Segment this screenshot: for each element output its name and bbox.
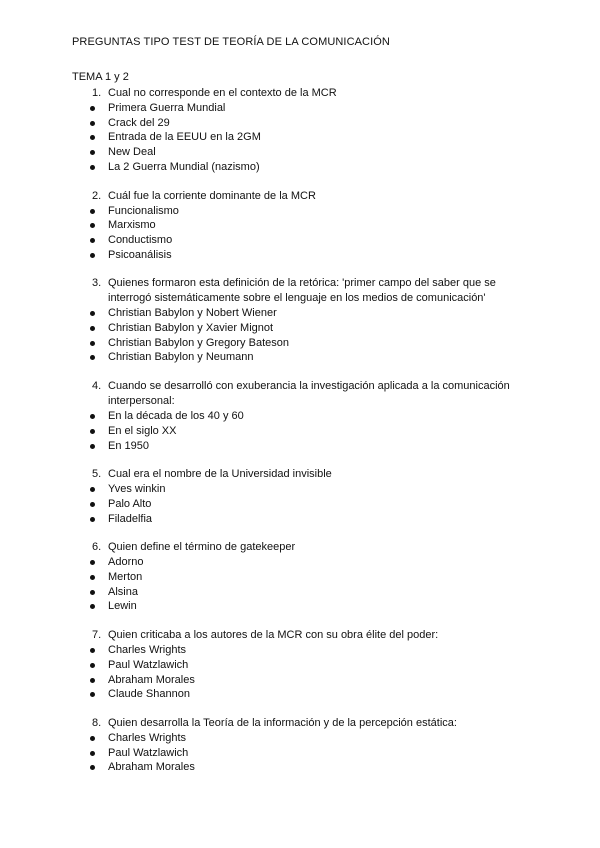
- option-text: Palo Alto: [108, 497, 152, 510]
- question-item: [0, 189, 600, 263]
- option-list: [0, 409, 600, 453]
- bullet-dot-icon: [90, 487, 95, 492]
- option-text: Conductismo: [108, 233, 173, 246]
- option-item: [0, 687, 600, 702]
- option-text: En el siglo XX: [108, 424, 177, 437]
- bullet-dot-icon: [90, 106, 95, 111]
- option-item: [0, 160, 600, 175]
- bullet-icon: [0, 512, 108, 527]
- bullet-icon: [0, 439, 108, 454]
- bullet-icon: [0, 130, 108, 145]
- bullet-icon: [0, 248, 108, 263]
- bullet-dot-icon: [90, 429, 95, 434]
- option-text: Charles Wrights: [108, 644, 187, 657]
- question-text: Quien define el término de gatekeeper: [108, 541, 296, 554]
- bullet-icon: [0, 306, 108, 321]
- question-line: [0, 540, 600, 555]
- option-item: [0, 350, 600, 365]
- option-text: Lewin: [108, 600, 137, 613]
- question-line: [0, 86, 600, 101]
- question-text: Quien desarrolla la Teoría de la información y de la percepción estática:: [108, 716, 457, 729]
- bullet-icon: [0, 497, 108, 512]
- bullet-dot-icon: [90, 209, 95, 214]
- question-number: 8.: [92, 716, 102, 729]
- question-item: [0, 379, 600, 453]
- option-text: Paul Watzlawich: [108, 746, 189, 759]
- option-item: [0, 746, 600, 761]
- option-item: [0, 760, 600, 775]
- option-text: Psicoanálisis: [108, 248, 172, 261]
- question-line: [0, 716, 600, 731]
- bullet-dot-icon: [90, 751, 95, 756]
- question-number-cell: [0, 276, 108, 306]
- question-text: Cuál fue la corriente dominante de la MCR: [108, 189, 316, 202]
- question-line: [0, 276, 600, 306]
- bullet-dot-icon: [90, 590, 95, 595]
- bullet-icon: [0, 643, 108, 658]
- option-list: [0, 101, 600, 175]
- option-item: [0, 585, 600, 600]
- option-text: Paul Watzlawich: [108, 658, 189, 671]
- option-item: [0, 306, 600, 321]
- option-item: [0, 497, 600, 512]
- question-number-cell: [0, 189, 108, 204]
- bullet-dot-icon: [90, 502, 95, 507]
- bullet-icon: [0, 145, 108, 160]
- bullet-dot-icon: [90, 150, 95, 155]
- bullet-icon: [0, 321, 108, 336]
- bullet-icon: [0, 731, 108, 746]
- option-item: [0, 101, 600, 116]
- question-number: 3.: [92, 277, 102, 290]
- option-item: [0, 409, 600, 424]
- option-item: [0, 482, 600, 497]
- bullet-icon: [0, 585, 108, 600]
- option-text: Crack del 29: [108, 116, 170, 129]
- bullet-icon: [0, 555, 108, 570]
- bullet-dot-icon: [90, 311, 95, 316]
- option-item: [0, 248, 600, 263]
- bullet-icon: [0, 409, 108, 424]
- option-text: Christian Babylon y Nobert Wiener: [108, 307, 277, 320]
- bullet-icon: [0, 204, 108, 219]
- question-number: 4.: [92, 380, 102, 393]
- question-number-cell: [0, 716, 108, 731]
- option-item: [0, 204, 600, 219]
- bullet-icon: [0, 424, 108, 439]
- bullet-dot-icon: [90, 165, 95, 170]
- option-text: Claude Shannon: [108, 688, 190, 701]
- question-number-cell: [0, 86, 108, 101]
- question-number: 2.: [92, 189, 102, 202]
- question-text: Quienes formaron esta definición de la retórica: 'primer campo del saber que se interrogó sistemáticamente sobre el lenguaje en los medios de comunicación': [108, 277, 496, 305]
- option-item: [0, 321, 600, 336]
- option-text: Primera Guerra Mundial: [108, 102, 226, 114]
- option-list: [0, 306, 600, 365]
- option-item: [0, 658, 600, 673]
- option-item: [0, 512, 600, 527]
- question-item: [0, 716, 600, 775]
- bullet-icon: [0, 482, 108, 497]
- question-item: [0, 628, 600, 702]
- option-text: Merton: [108, 571, 143, 584]
- option-text: Marxismo: [108, 219, 156, 232]
- bullet-dot-icon: [90, 355, 95, 360]
- question-text: Cuando se desarrolló con exuberancia la investigación aplicada a la comunicación interpersonal:: [108, 380, 510, 408]
- question-number-cell: [0, 628, 108, 643]
- option-text: Christian Babylon y Gregory Bateson: [108, 336, 289, 349]
- bullet-dot-icon: [90, 444, 95, 449]
- option-item: [0, 218, 600, 233]
- option-text: Christian Babylon y Neumann: [108, 351, 254, 364]
- bullet-icon: [0, 570, 108, 585]
- question-number-cell: [0, 467, 108, 482]
- question-line: [0, 379, 600, 409]
- option-item: [0, 570, 600, 585]
- option-text: Filadelfia: [108, 512, 153, 525]
- option-item: [0, 555, 600, 570]
- bullet-dot-icon: [90, 414, 95, 419]
- question-number: 6.: [92, 541, 102, 554]
- question-number: 1.: [92, 87, 102, 99]
- bullet-icon: [0, 336, 108, 351]
- question-list: [0, 86, 600, 789]
- question-number: 5.: [92, 468, 102, 481]
- option-text: La 2 Guerra Mundial (nazismo): [108, 160, 260, 173]
- question-item: [0, 540, 600, 614]
- bullet-dot-icon: [90, 341, 95, 346]
- option-text: En 1950: [108, 439, 149, 452]
- bullet-dot-icon: [90, 135, 95, 140]
- question-line: [0, 628, 600, 643]
- question-line: [0, 467, 600, 482]
- bullet-dot-icon: [90, 736, 95, 741]
- option-list: [0, 555, 600, 614]
- option-text: New Deal: [108, 146, 156, 159]
- bullet-icon: [0, 760, 108, 775]
- option-item: [0, 233, 600, 248]
- bullet-dot-icon: [90, 560, 95, 565]
- option-item: [0, 145, 600, 160]
- option-list: [0, 482, 600, 526]
- bullet-icon: [0, 599, 108, 614]
- bullet-icon: [0, 350, 108, 365]
- question-text: Cual era el nombre de la Universidad invisible: [108, 468, 332, 481]
- option-item: [0, 130, 600, 145]
- bullet-dot-icon: [90, 575, 95, 580]
- bullet-icon: [0, 658, 108, 673]
- question-item: [0, 467, 600, 526]
- document-title: PREGUNTAS TIPO TEST DE TEORÍA DE LA COMUNICACIÓN: [72, 36, 390, 48]
- bullet-dot-icon: [90, 692, 95, 697]
- question-text: Quien criticaba a los autores de la MCR con su obra élite del poder:: [108, 629, 439, 642]
- question-item: [0, 276, 600, 365]
- question-text: Cual no corresponde en el contexto de la MCR: [108, 87, 337, 99]
- bullet-icon: [0, 687, 108, 702]
- option-item: [0, 439, 600, 454]
- option-list: [0, 204, 600, 263]
- option-item: [0, 116, 600, 131]
- option-text: Charles Wrights: [108, 731, 187, 744]
- bullet-dot-icon: [90, 765, 95, 770]
- question-number-cell: [0, 379, 108, 409]
- option-item: [0, 673, 600, 688]
- option-text: Yves winkin: [108, 483, 166, 496]
- bullet-dot-icon: [90, 326, 95, 331]
- bullet-dot-icon: [90, 648, 95, 653]
- option-text: Alsina: [108, 585, 138, 598]
- option-item: [0, 643, 600, 658]
- option-item: [0, 599, 600, 614]
- bullet-icon: [0, 746, 108, 761]
- bullet-dot-icon: [90, 678, 95, 683]
- question-item: [0, 86, 600, 175]
- question-line: [0, 189, 600, 204]
- bullet-dot-icon: [90, 253, 95, 258]
- option-list: [0, 643, 600, 702]
- bullet-icon: [0, 218, 108, 233]
- option-text: Entrada de la EEUU en la 2GM: [108, 131, 261, 144]
- option-text: Adorno: [108, 556, 144, 569]
- question-number: 7.: [92, 629, 102, 642]
- bullet-icon: [0, 160, 108, 175]
- option-item: [0, 336, 600, 351]
- option-item: [0, 731, 600, 746]
- option-text: Abraham Morales: [108, 673, 195, 686]
- bullet-dot-icon: [90, 223, 95, 228]
- bullet-dot-icon: [90, 238, 95, 243]
- option-text: Abraham Morales: [108, 761, 195, 774]
- bullet-icon: [0, 101, 108, 116]
- option-text: En la década de los 40 y 60: [108, 410, 244, 423]
- option-list: [0, 731, 600, 775]
- bullet-dot-icon: [90, 517, 95, 522]
- section-title: TEMA 1 y 2: [72, 71, 129, 83]
- bullet-icon: [0, 673, 108, 688]
- question-number-cell: [0, 540, 108, 555]
- bullet-dot-icon: [90, 663, 95, 668]
- bullet-dot-icon: [90, 604, 95, 609]
- option-text: Funcionalismo: [108, 204, 179, 217]
- option-text: Christian Babylon y Xavier Mignot: [108, 322, 274, 335]
- option-item: [0, 424, 600, 439]
- bullet-icon: [0, 116, 108, 131]
- bullet-dot-icon: [90, 121, 95, 126]
- bullet-icon: [0, 233, 108, 248]
